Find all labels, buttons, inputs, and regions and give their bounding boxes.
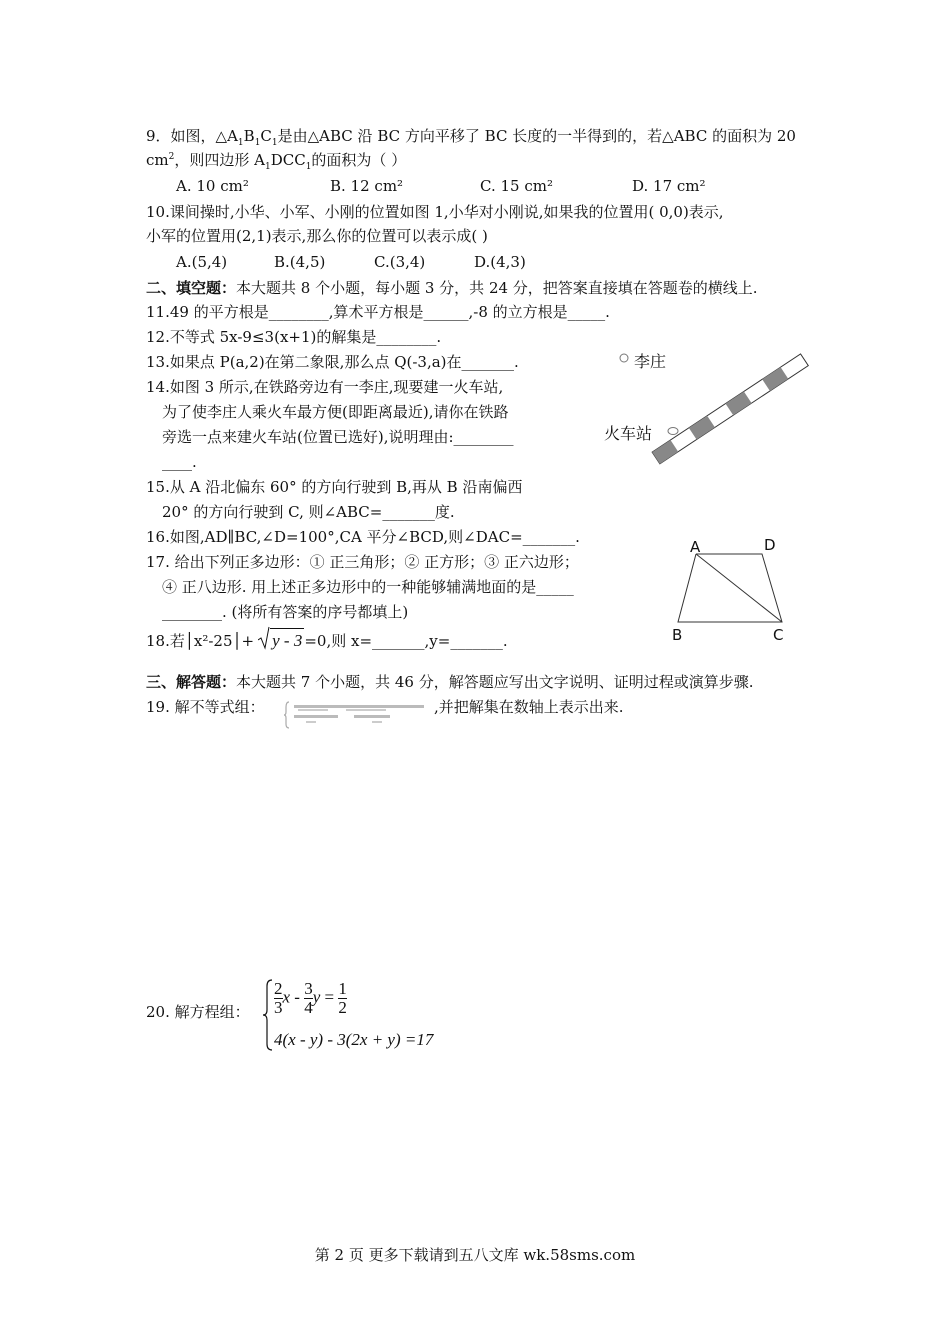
- inequality-system-image: [284, 700, 432, 730]
- fraction-1-2: [338, 980, 347, 1017]
- village-marker: [620, 354, 628, 362]
- denominator: 3: [274, 998, 283, 1017]
- q17-line2: ④ 正八边形. 用上述正多边形中的一种能够辅满地面的是_____: [162, 578, 574, 596]
- sub-1: 1: [254, 138, 261, 148]
- diagonal-ac: [696, 554, 782, 622]
- village-label: 李庄: [634, 352, 667, 371]
- q14-line3: 旁选一点来建火车站(位置已选好),说明理由:________: [162, 428, 514, 446]
- fraction-2-3: [274, 980, 283, 1017]
- section2-heading: 二、填空题：: [146, 279, 237, 297]
- q10-option-c: C.(3,4): [374, 253, 426, 271]
- q9-text-d: 是由△ABC 沿 BC 方向平移了 BC 长度的一半得到的，若△ABC 的面积为 20: [277, 127, 796, 145]
- q11: 11.49 的平方根是________,算术平方根是______,-8 的立方根是_____.: [146, 303, 610, 321]
- page-footer: 第 2 页 更多下载请到五八文库 wk.58sms.com: [314, 1246, 636, 1264]
- minus-op: -: [290, 987, 305, 1007]
- vertex-d: D: [764, 536, 776, 554]
- sub-1: 1: [271, 138, 278, 148]
- section3-heading: 三、解答题：: [146, 673, 237, 691]
- var-x: x: [282, 987, 291, 1007]
- vertex-b: B: [672, 626, 683, 644]
- q15-line2: 20° 的方向行驶到 C, 则∠ABC=_______度.: [162, 503, 455, 521]
- q19-prefix: 19. 解不等式组：: [146, 698, 265, 716]
- denominator: 4: [304, 998, 313, 1017]
- q10-option-d: D.(4,3): [474, 253, 526, 271]
- q14-line4: ____.: [162, 453, 197, 471]
- numerator: 1: [338, 979, 347, 998]
- section3-text: 本大题共 7 个小题，共 46 分，解答题应写出文字说明、证明过程或演算步骤.: [236, 673, 754, 691]
- system-brace: [262, 978, 274, 1052]
- q9-text-c: C: [260, 127, 272, 145]
- section3: [146, 672, 754, 692]
- railway-figure: [600, 340, 810, 480]
- equals-op: =: [320, 987, 339, 1007]
- var-y: y: [312, 987, 321, 1007]
- fraction-3-4: [304, 980, 313, 1017]
- q9-text-a: 9．如图，△A: [146, 127, 238, 145]
- q9-line2: [146, 150, 406, 170]
- trapezoid-edges: [678, 554, 782, 622]
- q20-prefix: 20. 解方程组：: [146, 1003, 250, 1021]
- denominator: 2: [338, 998, 347, 1017]
- q9-option-a: A. 10 cm²: [176, 177, 249, 195]
- q9-cm: cm: [146, 151, 169, 169]
- vertex-a: A: [690, 538, 701, 556]
- sqrt-sign: [258, 626, 270, 650]
- railway-track: [652, 354, 808, 464]
- equation-1: [274, 980, 347, 1017]
- q9-text-e: ，则四边形 A: [174, 151, 265, 169]
- q9-line1: [146, 126, 796, 146]
- q10-line2: 小军的位置用(2,1)表示,那么你的位置可以表示成( ): [146, 227, 488, 245]
- q14-line2: 为了使李庄人乘火车最方便(即距离最近),请你在铁路: [162, 403, 509, 421]
- sup-2: 2: [168, 152, 175, 162]
- q10-option-a: A.(5,4): [176, 253, 228, 271]
- section2-text: 本大题共 8 个小题，每小题 3 分，共 24 分，把答案直接填在答题卷的横线上.: [236, 279, 758, 297]
- q9-option-c: C. 15 cm²: [480, 177, 553, 195]
- q13: 13.如果点 P(a,2)在第二象限,那么点 Q(-3,a)在_______.: [146, 353, 519, 371]
- q18-part2: =0,则 x=_______,y=_______.: [304, 632, 508, 650]
- q10-option-b: B.(4,5): [274, 253, 326, 271]
- equation-2: 4(x - y) - 3(2x + y) =17: [274, 1030, 434, 1049]
- numerator: 3: [304, 979, 313, 998]
- sub-1: 1: [264, 162, 271, 172]
- sub-1: 1: [237, 138, 244, 148]
- q18: [146, 628, 508, 653]
- vertex-c: C: [773, 626, 784, 644]
- sqrt-expression: [258, 628, 304, 653]
- q10-line1: 10.课间操时,小华、小军、小刚的位置如图 1,小华对小刚说,如果我的位置用( 0,0)表示,: [146, 203, 724, 221]
- numerator: 2: [274, 979, 283, 998]
- q17-line1: 17. 给出下列正多边形：① 正三角形；② 正方形；③ 正六边形；: [146, 553, 579, 571]
- q9-option-d: D. 17 cm²: [632, 177, 706, 195]
- sub-1: 1: [305, 162, 312, 172]
- q16: 16.如图,AD∥BC,∠D=100°,CA 平分∠BCD,则∠DAC=_______.: [146, 528, 580, 546]
- sqrt-radicand: [270, 628, 304, 653]
- station-label: 火车站: [604, 424, 653, 443]
- q17-line3: ________. (将所有答案的序号都填上): [162, 603, 409, 621]
- q9-option-b: B. 12 cm²: [330, 177, 404, 195]
- q9-text-b: B: [243, 127, 255, 145]
- q15-line1: 15.从 A 沿北偏东 60° 的方向行驶到 B,再从 B 沿南偏西: [146, 478, 523, 496]
- q12: 12.不等式 5x-9≤3(x+1)的解集是________.: [146, 328, 442, 346]
- section2: [146, 278, 758, 298]
- radicand-text: y - 3: [272, 631, 303, 650]
- station-marker: [668, 428, 678, 435]
- q9-text-f: DCC: [270, 151, 306, 169]
- q18-part1: 18.若│x²-25│+: [146, 632, 255, 650]
- q14-line1: 14.如图 3 所示,在铁路旁边有一李庄,现要建一火车站,: [146, 378, 504, 396]
- q9-text-g: 的面积为（ ）: [311, 151, 407, 169]
- q19-suffix: ,并把解集在数轴上表示出来.: [434, 698, 624, 716]
